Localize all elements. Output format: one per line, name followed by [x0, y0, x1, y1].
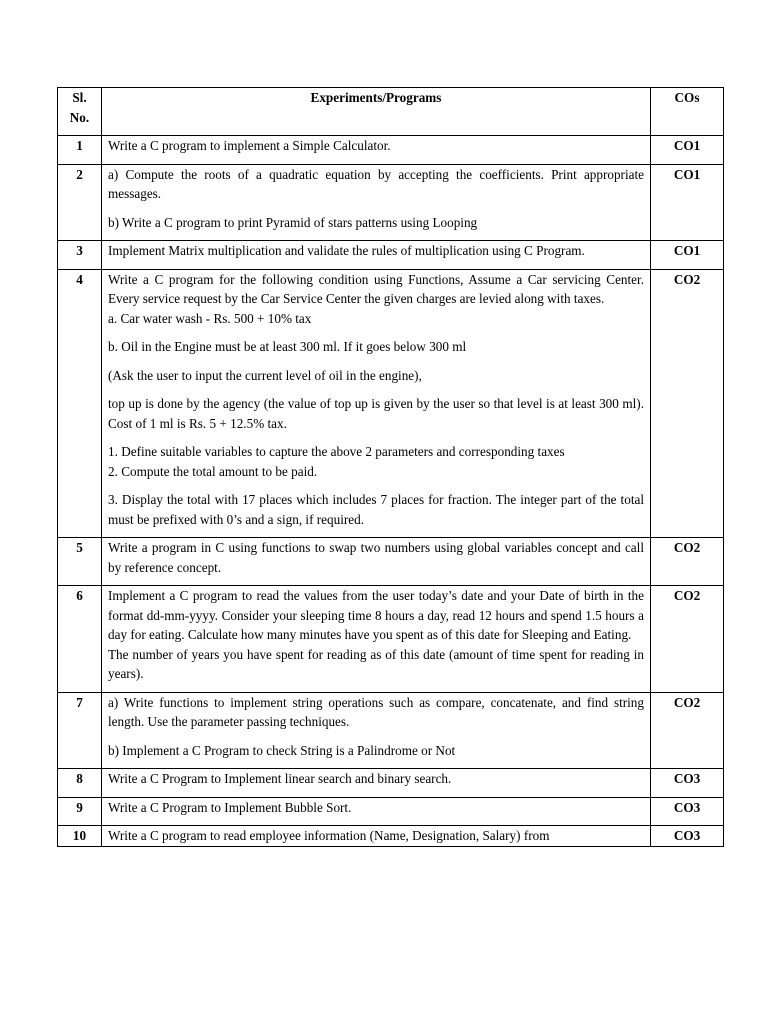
row-line: a) Write functions to implement string operations such as compare, concatenate, and find string length. Use the parameter passing techniques. [108, 694, 644, 729]
row-line: The number of years you have spent for reading as of this date (amount of time spent for reading in years). [108, 646, 644, 681]
row-description [102, 586, 651, 693]
row-co: CO2 [651, 269, 724, 538]
row-paragraph [108, 241, 644, 261]
row-line: b. Oil in the Engine must be at least 300 ml. If it goes below 300 ml [108, 339, 467, 354]
row-line: Write a C program for the following condition using Functions, Assume a Car servicing Center. Every service request by the Car Service Center the given charges are levied along with taxes. [108, 271, 644, 306]
row-number: 8 [58, 769, 102, 798]
row-description [102, 241, 651, 270]
row-line: Implement Matrix multiplication and validate the rules of multiplication using C Program. [108, 243, 585, 258]
row-paragraph [108, 366, 644, 386]
header-cos: COs [651, 88, 724, 136]
row-line: Write a program in C using functions to swap two numbers using global variables concept and call by reference concept. [108, 540, 644, 575]
table-row [58, 692, 724, 769]
table-row [58, 586, 724, 693]
experiments-table [57, 87, 724, 847]
row-description [102, 164, 651, 241]
row-line: top up is done by the agency (the value of top up is given by the user so that level is at least 300 ml). Cost of 1 ml is Rs. 5 + 12.5% tax. [108, 396, 644, 431]
row-number: 4 [58, 269, 102, 538]
row-co: CO1 [651, 164, 724, 241]
row-number: 3 [58, 241, 102, 270]
header-experiments: Experiments/Programs [102, 88, 651, 136]
row-paragraph [108, 826, 644, 846]
row-line: 2. Compute the total amount to be paid. [108, 463, 318, 479]
table-row [58, 538, 724, 586]
header-sl-line1: Sl. [72, 90, 87, 105]
table-body [58, 136, 724, 847]
row-number: 10 [58, 826, 102, 847]
row-line: Write a C program to implement a Simple Calculator. [108, 138, 391, 153]
row-line: Write a C Program to Implement Bubble Sort. [108, 799, 352, 815]
row-line: b) Implement a C Program to check String is a Palindrome or Not [108, 742, 456, 758]
row-co: CO2 [651, 692, 724, 769]
row-number: 5 [58, 538, 102, 586]
row-paragraph [108, 490, 644, 529]
table-row [58, 826, 724, 847]
table-header-row [58, 88, 724, 136]
row-description [102, 826, 651, 847]
row-number: 9 [58, 797, 102, 826]
row-co: CO3 [651, 826, 724, 847]
row-line: 1. Define suitable variables to capture the above 2 parameters and corresponding taxes [108, 444, 565, 459]
row-line: 3. Display the total with 17 places which includes 7 places for fraction. The integer part of the total must be prefixed with 0’s and a sign, if required. [108, 492, 644, 527]
header-sl-no [58, 88, 102, 136]
row-paragraph [108, 165, 644, 204]
row-co: CO3 [651, 797, 724, 826]
row-paragraph [108, 136, 644, 156]
row-co: CO3 [651, 769, 724, 798]
row-co: CO2 [651, 586, 724, 693]
row-line: (Ask the user to input the current level of oil in the engine), [108, 367, 422, 383]
table-row [58, 241, 724, 270]
row-co: CO1 [651, 241, 724, 270]
row-line: a. Car water wash - Rs. 500 + 10% tax [108, 310, 312, 326]
row-paragraph [108, 798, 644, 818]
row-co: CO1 [651, 136, 724, 165]
row-paragraph [108, 538, 644, 577]
row-line: Write a C program to read employee information (Name, Designation, Salary) from [108, 828, 550, 843]
row-number: 6 [58, 586, 102, 693]
row-line: Implement a C program to read the values from the user today’s date and your Date of birth in the format dd-mm-yyyy. Consider your sleeping time 8 hours a day, read 12 hours and spend 1.5 hours a day for eating. Calculate how many minutes have you spent as of this date for Sleeping and Eating. [108, 588, 644, 642]
row-paragraph [108, 442, 644, 481]
row-paragraph [108, 693, 644, 732]
row-paragraph [108, 270, 644, 329]
row-number: 2 [58, 164, 102, 241]
row-description [102, 136, 651, 165]
table-row [58, 269, 724, 538]
table-row [58, 769, 724, 798]
row-description [102, 769, 651, 798]
row-paragraph [108, 213, 644, 233]
row-description [102, 692, 651, 769]
table-row [58, 136, 724, 165]
header-sl-line2: No. [69, 109, 90, 125]
row-co: CO2 [651, 538, 724, 586]
table-row [58, 797, 724, 826]
table-row [58, 164, 724, 241]
row-paragraph [108, 769, 644, 789]
row-number: 7 [58, 692, 102, 769]
row-description [102, 538, 651, 586]
row-line: a) Compute the roots of a quadratic equation by accepting the coefficients. Print appropriate messages. [108, 166, 644, 201]
row-line: b) Write a C program to print Pyramid of stars patterns using Looping [108, 214, 478, 230]
row-paragraph [108, 337, 644, 357]
row-paragraph [108, 741, 644, 761]
row-number: 1 [58, 136, 102, 165]
row-description [102, 797, 651, 826]
row-description [102, 269, 651, 538]
row-paragraph [108, 394, 644, 433]
row-line: Write a C Program to Implement linear search and binary search. [108, 771, 452, 786]
row-paragraph [108, 586, 644, 684]
